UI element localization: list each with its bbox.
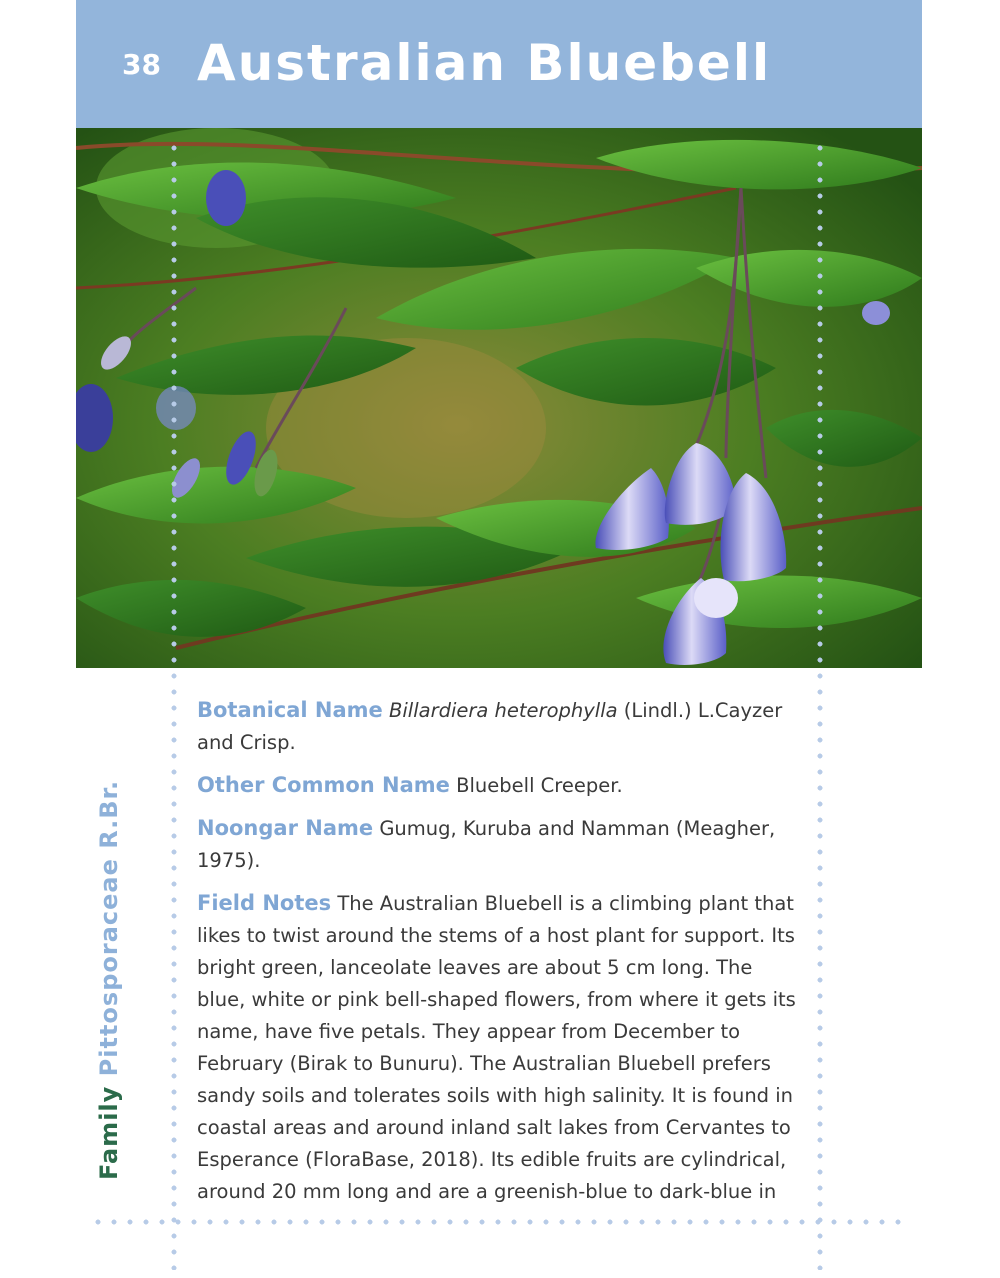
dotted-rule-right: [817, 140, 823, 1270]
other-common-name-value: Bluebell Creeper.: [449, 774, 623, 797]
noongar-name-entry: [197, 812, 802, 877]
page-header: [76, 0, 922, 128]
field-notes-heading: Field Notes: [197, 891, 332, 915]
family-label: [95, 779, 135, 1180]
family-name: Pittosporaceae R.Br.: [95, 779, 123, 1077]
noongar-name-value: Gumug, Kuruba and Namman (Meagher, 1975).: [197, 817, 776, 872]
page-title: Australian Bluebell: [197, 34, 772, 92]
dotted-rule-left: [171, 140, 177, 1270]
botanical-name-heading: Botanical Name: [197, 698, 383, 722]
field-notes-entry: [197, 887, 802, 1208]
dotted-rule-bottom: [90, 1219, 910, 1225]
species-description: [197, 694, 802, 1218]
noongar-name-heading: Noongar Name: [197, 816, 374, 840]
botanical-authority: (Lindl.) L.Cayzer and Crisp.: [197, 699, 783, 754]
page-number: 38: [122, 48, 161, 81]
family-word: Family: [95, 1085, 123, 1180]
other-common-name-entry: [197, 769, 802, 802]
field-notes-text: The Australian Bluebell is a climbing plant that likes to twist around the stems of a host plant for support. Its bright green, lanceolate leaves are about 5 cm long. The blue, white or pink bell-shaped flowers, from where it gets its name, have five petals. They appear from December to February (Birak to Bunuru). The Australian Bluebell prefers sandy soils and tolerates soils with high salinity. It is found in coastal areas and around inland salt lakes from Cervantes to Esperance (FloraBase, 2018). Its edible fruits are cylindrical, around 20 mm long and are a greenish-blue to dark-blue in: [197, 892, 796, 1203]
botanical-name-entry: [197, 694, 802, 759]
other-common-name-heading: Other Common Name: [197, 773, 450, 797]
bluebell-flower-photo: [76, 128, 922, 668]
botanical-name-value: Billardiera heterophylla: [389, 699, 618, 722]
